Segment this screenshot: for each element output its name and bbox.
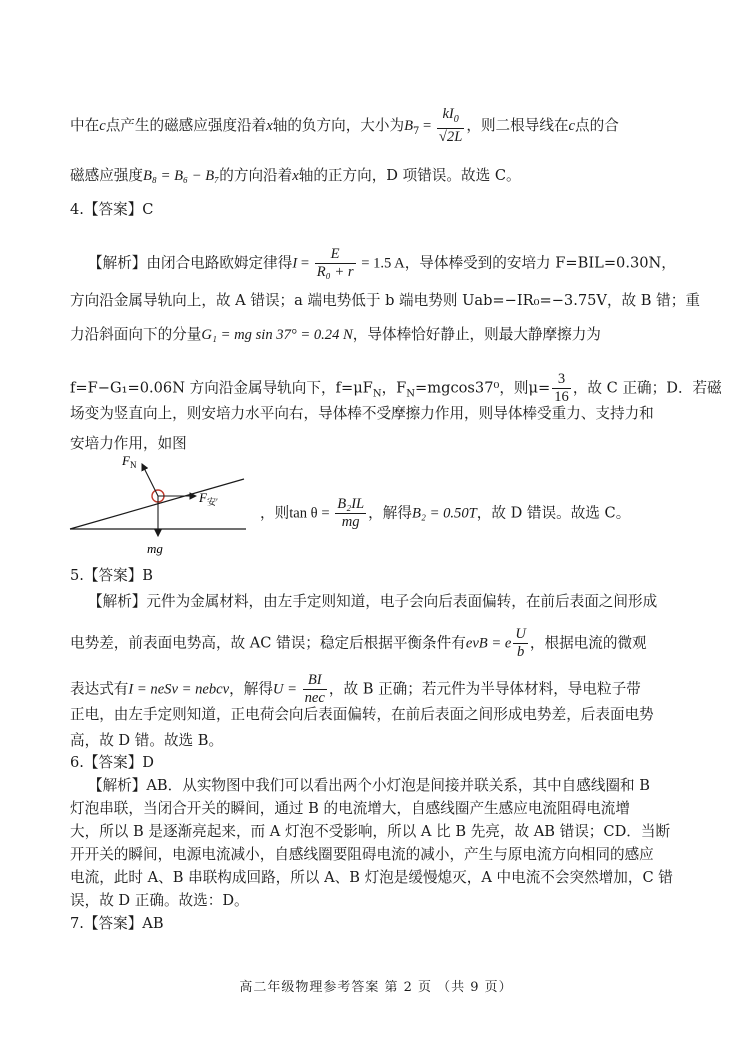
math-var: B: [404, 117, 413, 134]
text-line: [70, 371, 722, 406]
text: 轴的负方向，大小为: [272, 116, 405, 134]
fraction: [315, 246, 356, 281]
mg-label: mg: [147, 541, 163, 556]
text-line: [70, 106, 619, 146]
math-var: c: [99, 117, 106, 134]
equation: evB = e: [465, 635, 512, 652]
text: ，导体棒受到的安培力 F=BIL=0.30N，: [404, 254, 676, 272]
numerator: BI: [303, 672, 327, 690]
numerator: U: [515, 626, 526, 642]
denominator: √2L: [438, 128, 463, 145]
text: f=F−G₁=0.06N 方向沿金属导轨向下，f=μF: [70, 379, 373, 397]
force-diagram: [66, 452, 256, 562]
equation: = 1.5 A: [357, 255, 405, 272]
text-line: 场变为竖直向上，则安培力水平向右，导体棒不受摩擦力作用，则导体棒受重力、支持力和: [70, 405, 654, 422]
text: ，故 C 正确；D．若磁: [572, 379, 722, 397]
text: ，则: [260, 504, 290, 522]
math-op: =: [297, 255, 313, 272]
text: =mgcos37⁰，则μ=: [415, 379, 551, 397]
fraction: [552, 371, 571, 406]
fraction: [303, 672, 327, 707]
math-var: c: [568, 117, 575, 134]
equation: G₁ = mg sin 37° = 0.24 N: [201, 327, 353, 343]
subscript: 0: [453, 113, 459, 125]
text-line: 方向沿金属导轨向上，故 A 错误；a 端电势低于 b 端电势则 Uab=−IR₀=−3.75V，故 B 错；重: [70, 292, 700, 309]
fraction: [513, 626, 528, 661]
num-text: kI: [442, 106, 454, 122]
text-line: 安培力作用，如图: [70, 435, 187, 452]
text-line: 【解析】AB．从实物图中我们可以看出两个小灯泡是间接并联关系，其中自感线圈和 B: [88, 777, 651, 794]
text: 表达式有: [70, 680, 129, 698]
denominator: mg: [341, 514, 360, 530]
denominator: 16: [554, 389, 569, 405]
text: 力沿斜面向下的分量: [70, 326, 202, 343]
text-line: 高，故 D 错。故选 B。: [70, 732, 224, 749]
equation: B₂ = 0.50T: [411, 505, 477, 522]
text: ，根据电流的微观: [529, 634, 647, 652]
numerator: B₂IL: [337, 496, 365, 512]
text: ，F: [381, 379, 407, 397]
text: ，导体棒恰好静止，则最大静摩擦力为: [352, 326, 601, 343]
text-line: 误，故 D 正确。故选：D。: [70, 892, 249, 909]
math-op: =: [419, 117, 435, 134]
text-line: [70, 672, 641, 707]
normal-force-arrow: [142, 464, 158, 496]
text: ，解得: [368, 504, 412, 522]
subscript: N: [372, 388, 382, 400]
text: ，则二根导线在: [466, 116, 569, 134]
text: 点产生的磁感应强度沿着: [105, 116, 267, 134]
text-line: [70, 325, 601, 345]
math-var: I: [292, 255, 298, 272]
text: 的方向沿着: [219, 167, 293, 184]
numerator: 3: [552, 371, 571, 389]
numerator: E: [315, 246, 356, 264]
fraction: [437, 106, 464, 146]
numerator: [437, 106, 464, 129]
fa-label: $F_{安'}$: [199, 490, 218, 507]
answer-heading: 6.【答案】D: [70, 754, 154, 771]
denominator: b: [516, 644, 525, 660]
answer-heading: 7.【答案】AB: [70, 915, 164, 932]
text-line: 正电，由左手定则知道，正电荷会向后表面偏转，在前后表面之间形成电势差，后表面电势: [70, 706, 654, 723]
subscript: N: [406, 388, 416, 400]
text: 【解析】由闭合电路欧姆定律得: [88, 254, 293, 272]
math-fn: tan θ =: [289, 505, 334, 522]
text: 轴的正方向，D 项错误。故选 C。: [298, 167, 521, 184]
text-line: 【解析】元件为金属材料，由左手定则知道，电子会向后表面偏转，在前后表面之间形成: [88, 593, 658, 610]
text-line: [260, 496, 630, 531]
equation: B₈ = B₆ − B₇: [142, 168, 220, 184]
page-footer: 高二年级物理参考答案 第 2 页 （共 9 页）: [239, 980, 513, 995]
text: ，故 B 正确；若元件为半导体材料，导电粒子带: [328, 680, 641, 698]
subscript: 7: [413, 125, 420, 137]
fn-label: $F_N$: [122, 453, 137, 470]
text: 中在: [70, 116, 100, 134]
answer-heading: 5.【答案】B: [70, 567, 154, 584]
text: 磁感应强度: [70, 167, 143, 184]
fraction: [335, 496, 366, 531]
text: ，故 D 错误。故选 C。: [476, 504, 631, 522]
text-line: 灯泡串联，当闭合开关的瞬间，通过 B 的电流增大，自感线圈产生感应电流阻碍电流增: [70, 800, 630, 817]
text: 电势差，前表面电势高，故 AC 错误；稳定后根据平衡条件有: [70, 634, 466, 652]
text-line: 开开关的瞬间，电源电流减小，自感线圈要阻碍电流的减小，产生与原电流方向相同的感应: [70, 846, 654, 863]
text: ，解得: [229, 680, 273, 698]
text: 点的合: [575, 116, 619, 134]
answer-heading: 4.【答案】C: [70, 201, 154, 218]
text-line: [70, 626, 647, 661]
denominator: nec: [304, 690, 325, 706]
denominator: R₀ + r: [316, 264, 354, 280]
text-line: 大，所以 B 是逐渐亮起来，而 A 灯泡不受影响，所以 A 比 B 先亮，故 AB 错误；CD．当断: [70, 823, 671, 840]
equation: U =: [272, 681, 301, 698]
text-line: [88, 246, 676, 281]
equation: I = neSv = nebcv: [128, 681, 230, 698]
math-var: x: [266, 117, 273, 134]
math-var: x: [292, 168, 299, 184]
text-line: 电流，此时 A、B 串联构成回路，所以 A、B 灯泡是缓慢熄灭，A 中电流不会突然增加，C 错: [70, 869, 673, 886]
text-line: [70, 166, 521, 186]
